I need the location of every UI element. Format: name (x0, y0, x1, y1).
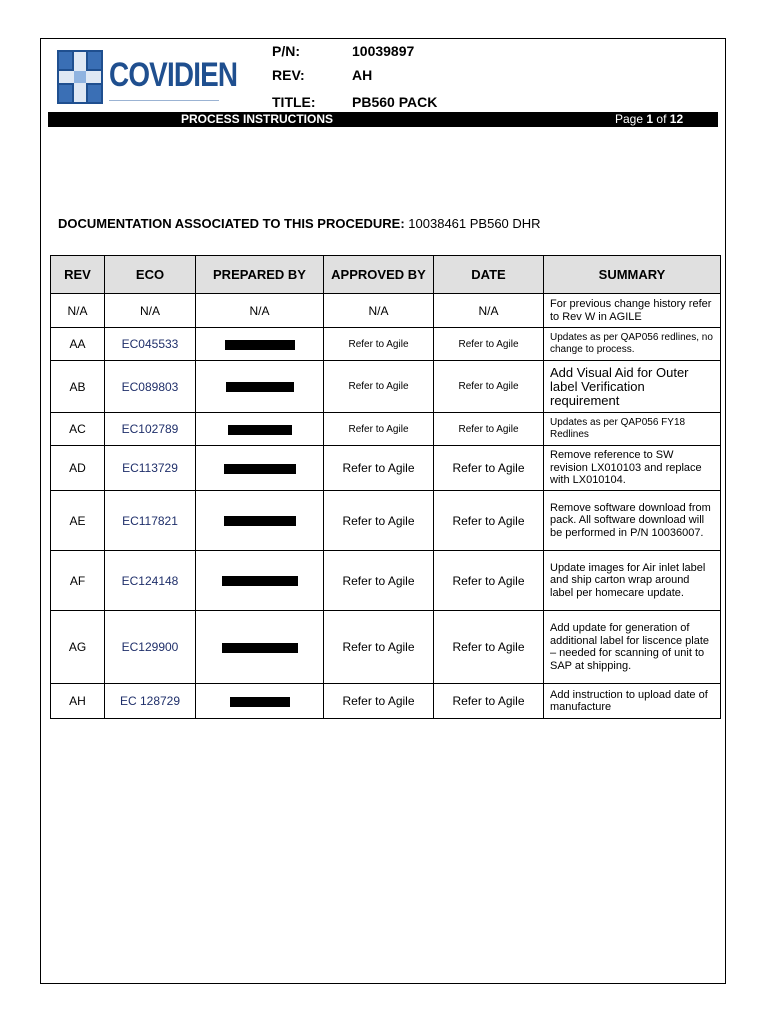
table-row (51, 446, 721, 491)
redaction-bar (224, 516, 296, 526)
summary-cell: Remove software download from pack. All software download will be performed in P/N 10036007. (544, 491, 721, 551)
cross-logo-icon (57, 50, 103, 104)
prepared-cell (196, 446, 324, 491)
prepared-cell (196, 361, 324, 413)
prepared-cell (196, 328, 324, 361)
approved-cell: Refer to Agile (324, 551, 434, 611)
summary-cell: Add instruction to upload date of manufacture (544, 684, 721, 719)
redaction-bar (224, 464, 296, 474)
rev-cell: AB (51, 361, 105, 413)
redaction-bar (222, 576, 298, 586)
summary-cell: Remove reference to SW revision LX010103 and replace with LX010104. (544, 446, 721, 491)
eco-cell: EC045533 (105, 328, 196, 361)
documentation-label: DOCUMENTATION ASSOCIATED TO THIS PROCEDURE: (58, 216, 405, 231)
date-cell: Refer to Agile (434, 413, 544, 446)
approved-cell: Refer to Agile (324, 446, 434, 491)
section-title: PROCESS INSTRUCTIONS (181, 112, 334, 126)
pn-label: P/N: (272, 43, 300, 59)
rev-cell: AA (51, 328, 105, 361)
table-header-row (51, 256, 721, 294)
documentation-associated (58, 216, 541, 231)
eco-cell: EC117821 (105, 491, 196, 551)
process-instructions-bar (48, 112, 718, 127)
title-value: PB560 PACK (352, 94, 438, 110)
summary-cell: Update images for Air inlet label and ship carton wrap around label per homecare update. (544, 551, 721, 611)
eco-cell: EC113729 (105, 446, 196, 491)
date-cell: Refer to Agile (434, 551, 544, 611)
table-row (51, 294, 721, 328)
table-row (51, 611, 721, 684)
col-header-summary: SUMMARY (544, 256, 721, 294)
redaction-bar (226, 382, 294, 392)
rev-cell: AH (51, 684, 105, 719)
approved-cell: Refer to Agile (324, 328, 434, 361)
col-header-prepared-by: PREPARED BY (196, 256, 324, 294)
redaction-bar (222, 643, 298, 653)
date-cell: Refer to Agile (434, 328, 544, 361)
eco-cell: EC129900 (105, 611, 196, 684)
date-cell: Refer to Agile (434, 446, 544, 491)
redaction-bar (228, 425, 292, 435)
rev-cell: AC (51, 413, 105, 446)
table-row (51, 361, 721, 413)
summary-cell: Updates as per QAP056 FY18 Redlines (544, 413, 721, 446)
table-row (51, 413, 721, 446)
covidien-logo (57, 50, 238, 106)
rev-label: REV: (272, 67, 305, 83)
col-header-rev: REV (51, 256, 105, 294)
approved-cell: Refer to Agile (324, 413, 434, 446)
approved-cell: N/A (324, 294, 434, 328)
eco-cell: EC 128729 (105, 684, 196, 719)
date-cell: Refer to Agile (434, 611, 544, 684)
table-row (51, 328, 721, 361)
summary-cell: Updates as per QAP056 redlines, no change to process. (544, 328, 721, 361)
redaction-bar (230, 697, 290, 707)
table-row (51, 491, 721, 551)
prepared-cell (196, 611, 324, 684)
col-header-date: DATE (434, 256, 544, 294)
table-row (51, 684, 721, 719)
date-cell: Refer to Agile (434, 491, 544, 551)
approved-cell: Refer to Agile (324, 611, 434, 684)
eco-cell: EC102789 (105, 413, 196, 446)
summary-cell: Add Visual Aid for Outer label Verification requirement (544, 361, 721, 413)
redaction-bar (225, 340, 295, 350)
title-label: TITLE: (272, 94, 316, 110)
rev-cell: AF (51, 551, 105, 611)
prepared-cell (196, 551, 324, 611)
eco-cell: EC124148 (105, 551, 196, 611)
eco-cell: N/A (105, 294, 196, 328)
approved-cell: Refer to Agile (324, 684, 434, 719)
date-cell: Refer to Agile (434, 361, 544, 413)
approved-cell: Refer to Agile (324, 491, 434, 551)
prepared-cell (196, 491, 324, 551)
summary-cell: Add update for generation of additional label for liscence plate – needed for scanning of unit to SAP at shipping. (544, 611, 721, 684)
rev-cell: AG (51, 611, 105, 684)
approved-cell: Refer to Agile (324, 361, 434, 413)
prepared-cell (196, 684, 324, 719)
prepared-cell (196, 413, 324, 446)
page-indicator: Page 1 of 12 (615, 112, 684, 126)
eco-cell: EC089803 (105, 361, 196, 413)
rev-value: AH (352, 67, 373, 83)
table-row (51, 551, 721, 611)
revision-history-table (50, 255, 721, 719)
col-header-eco: ECO (105, 256, 196, 294)
date-cell: Refer to Agile (434, 684, 544, 719)
documentation-value: 10038461 PB560 DHR (408, 216, 541, 231)
rev-cell: AE (51, 491, 105, 551)
pn-value: 10039897 (352, 43, 415, 59)
summary-cell: For previous change history refer to Rev W in AGILE (544, 294, 721, 328)
date-cell: N/A (434, 294, 544, 328)
col-header-approved-by: APPROVED BY (324, 256, 434, 294)
logo-text: COVIDIEN (109, 56, 238, 94)
rev-cell: N/A (51, 294, 105, 328)
prepared-cell: N/A (196, 294, 324, 328)
rev-cell: AD (51, 446, 105, 491)
